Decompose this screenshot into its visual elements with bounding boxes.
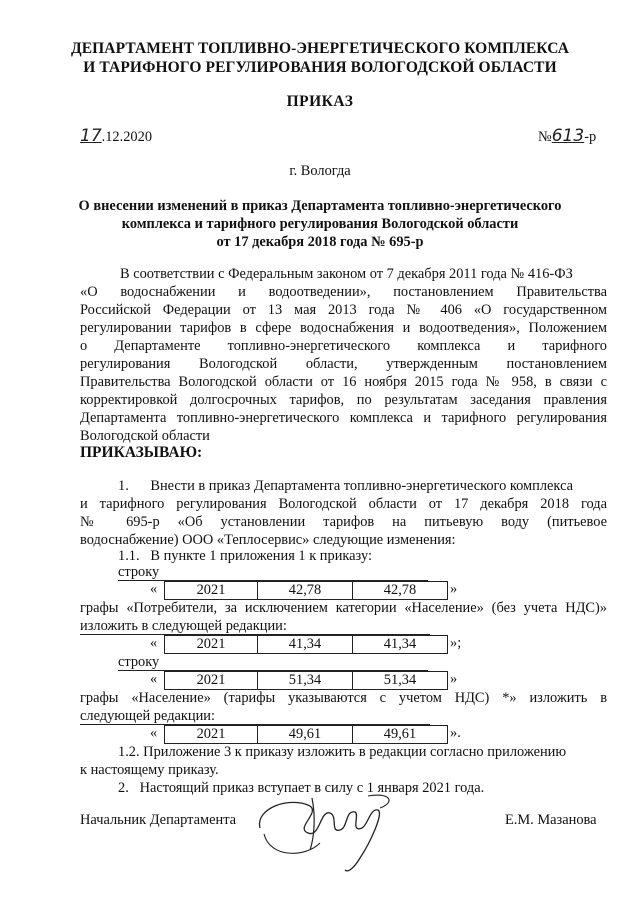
org-name-line2: И ТАРИФНОГО РЕГУЛИРОВАНИЯ ВОЛОГОДСКОЙ ОБЛАСТИ: [83, 59, 557, 76]
quote-close: ».: [450, 725, 461, 741]
preamble-line: регулировании тарифов в сфере водоснабжения и водоотведения», Положением: [80, 320, 607, 336]
date-day-handwritten: 17: [80, 126, 102, 146]
item1-line: и тарифного регулирования Вологодской области от 17 декабря 2018 года: [80, 496, 607, 512]
word-stroku: строку: [118, 564, 160, 580]
item1-line: 1. Внести в приказ Департамента топливно-энергетического комплекса: [118, 478, 574, 494]
tariff-row: [150, 581, 458, 599]
cell-year: 2021: [196, 672, 226, 688]
number-sign: №: [538, 129, 552, 145]
document-type: ПРИКАЗ: [286, 93, 354, 110]
cell-value-1: 49,61: [257, 726, 352, 743]
item1-1: 1.1. В пункте 1 приложения 1 к приказу:: [118, 548, 372, 564]
cell-year: 2021: [196, 726, 226, 742]
cell-value-2: 42,78: [352, 582, 447, 599]
tariff-cells: [164, 635, 448, 654]
tariff-row: [150, 725, 470, 743]
subject-line1: О внесении изменений в приказ Департамента топливно-энергетического: [78, 198, 562, 214]
cell-year: 2021: [196, 582, 226, 598]
grafy2-line2: следующей редакции:: [80, 708, 215, 724]
cell-value-1: 42,78: [257, 582, 352, 599]
signatory-name: Е.М. Мазанова: [505, 812, 597, 828]
cell-value-2: 49,61: [352, 726, 447, 743]
tariff-row: [150, 635, 470, 653]
item1-line: № 695-р «Об установлении тарифов на питьевую воду (питьевое: [80, 514, 607, 530]
quote-close: »;: [450, 635, 462, 651]
document-number: [538, 126, 596, 146]
preamble-line: Правительства Вологодской области от 16 ноября 2015 года № 958, в связи с: [80, 374, 607, 390]
grafy1-line1: графы «Потребители, за исключением категории «Население» (без учета НДС)»: [80, 600, 607, 616]
grafy2-line1: графы «Население» (тарифы указываются с учетом НДС) *» изложить в: [80, 690, 607, 706]
preamble-line: о Департаменте топливно-энергетического комплекса и тарифного: [80, 338, 607, 354]
cell-value-2: 51,34: [352, 672, 447, 689]
cell-value-1: 41,34: [257, 636, 352, 653]
quote-close: »: [450, 671, 458, 687]
preamble-line: Российской Федерации от 13 мая 2013 года № 406 «О государственном: [80, 302, 607, 318]
subject-line2: комплекса и тарифного регулирования Вологодской области: [121, 216, 519, 232]
word-stroku: строку: [118, 654, 160, 670]
order-word: ПРИКАЗЫВАЮ:: [80, 444, 203, 461]
signatory-title: Начальник Департамента: [80, 812, 237, 828]
preamble-line: Департамента топливно-энергетического комплекса и тарифного регулирования: [80, 410, 607, 426]
subject-line3: от 17 декабря 2018 года № 695-р: [216, 234, 424, 250]
item2: 2. Настоящий приказ вступает в силу с 1 января 2021 года.: [118, 780, 485, 796]
grafy1-line2: изложить в следующей редакции:: [80, 618, 287, 634]
tariff-cells: [164, 671, 448, 690]
date-month-year: .12.2020: [101, 129, 153, 145]
preamble-line: В соответствии с Федеральным законом от 7 декабря 2011 года № 416-ФЗ: [120, 266, 573, 282]
preamble-line: Вологодской области: [80, 428, 210, 444]
cell-year: 2021: [196, 636, 226, 652]
item1-line: водоснабжение) ООО «Теплосервис» следующие изменения:: [80, 532, 456, 548]
quote-open: «: [150, 581, 158, 597]
preamble-line: корректировкой долгосрочных тарифов, по результатам заседания правления: [80, 392, 607, 408]
item1-2-line2: к настоящему приказу.: [80, 762, 219, 778]
number-suffix: -р: [584, 129, 597, 145]
quote-open: «: [150, 635, 158, 651]
city: г. Вологда: [289, 163, 351, 179]
item1-2-line1: 1.2. Приложение 3 к приказу изложить в редакции согласно приложению: [118, 744, 567, 760]
quote-open: «: [150, 671, 158, 687]
preamble-line: регулирования Вологодской области, утвержденным постановлением: [80, 356, 607, 372]
signature-scribble: [250, 788, 400, 878]
preamble-line: «О водоснабжении и водоотведении», постановлением Правительства: [80, 284, 607, 300]
cell-value-1: 51,34: [257, 672, 352, 689]
quote-close: »: [450, 581, 458, 597]
quote-open: «: [150, 725, 158, 741]
signature-icon: [250, 788, 400, 878]
tariff-row: [150, 671, 458, 689]
cell-value-2: 41,34: [352, 636, 447, 653]
document-date: [80, 126, 152, 146]
org-name-line1: ДЕПАРТАМЕНТ ТОПЛИВНО-ЭНЕРГЕТИЧЕСКОГО КОМПЛЕКСА: [70, 40, 570, 57]
number-handwritten: 613: [551, 126, 585, 146]
tariff-cells: [164, 725, 448, 744]
tariff-cells: [164, 581, 448, 600]
